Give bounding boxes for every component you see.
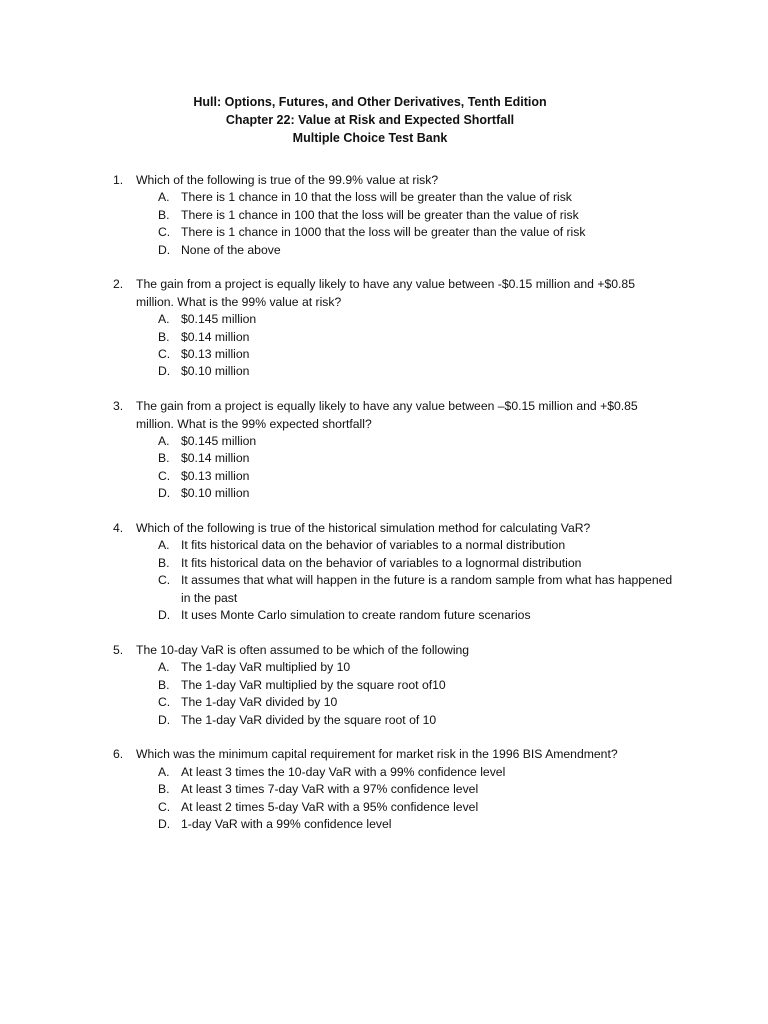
choice-letter: B. <box>158 782 170 797</box>
choice-a <box>136 311 673 328</box>
choice-letter: B. <box>158 207 170 222</box>
choice-letter: C. <box>158 225 171 240</box>
choice-text: At least 2 times 5-day VaR with a 95% confidence level <box>181 799 479 814</box>
choice-letter: D. <box>158 608 171 623</box>
choice-letter: C. <box>158 573 171 588</box>
choice-letter: D. <box>158 242 171 257</box>
choice-letter: B. <box>158 329 170 344</box>
choice-a <box>136 537 673 554</box>
choice-b <box>136 555 673 572</box>
question-text: Which was the minimum capital requirement for market risk in the 1996 BIS Amendment? <box>136 747 618 762</box>
choice-list <box>136 189 673 259</box>
choice-text: 1-day VaR with a 99% confidence level <box>181 816 392 831</box>
choice-d <box>136 712 673 729</box>
choice-letter: A. <box>158 538 170 553</box>
choice-d <box>136 242 673 259</box>
question-5 <box>113 642 673 729</box>
choice-a <box>136 764 673 781</box>
choice-a <box>136 659 673 676</box>
choice-d <box>136 816 673 833</box>
choice-text: $0.13 million <box>181 468 250 483</box>
question-3 <box>113 398 673 502</box>
choice-b <box>136 450 673 467</box>
chapter-title: Chapter 22: Value at Risk and Expected Shortfall <box>225 113 515 127</box>
question-text: The gain from a project is equally likely to have any value between -$0.15 million and +$0.85 million. What is the 99% value at risk? <box>136 277 635 309</box>
choice-d <box>136 363 673 380</box>
choice-text: $0.10 million <box>181 364 250 379</box>
choice-text: $0.10 million <box>181 486 250 501</box>
question-text: Which of the following is true of the historical simulation method for calculating VaR? <box>136 521 591 536</box>
test-bank-title: Multiple Choice Test Bank <box>292 131 448 145</box>
choice-list <box>136 659 673 729</box>
choice-text: There is 1 chance in 100 that the loss will be greater than the value of risk <box>181 207 579 222</box>
choice-letter: B. <box>158 451 170 466</box>
choice-letter: C. <box>158 468 171 483</box>
choice-letter: A. <box>158 312 170 327</box>
choice-c <box>136 346 673 363</box>
question-number: 2. <box>113 277 124 292</box>
choice-list <box>136 537 673 624</box>
choice-list <box>136 433 673 503</box>
question-list <box>113 172 673 851</box>
choice-b <box>136 329 673 346</box>
choice-text: $0.13 million <box>181 347 250 362</box>
choice-letter: A. <box>158 660 170 675</box>
choice-c <box>136 694 673 711</box>
choice-letter: D. <box>158 486 171 501</box>
choice-letter: D. <box>158 816 171 831</box>
question-number: 6. <box>113 747 124 762</box>
document-header <box>0 93 740 147</box>
choice-letter: B. <box>158 677 170 692</box>
choice-c <box>136 799 673 816</box>
choice-letter: C. <box>158 347 171 362</box>
question-number: 3. <box>113 399 124 414</box>
choice-letter: A. <box>158 764 170 779</box>
choice-text: It assumes that what will happen in the future is a random sample from what has happened in the past <box>181 573 673 605</box>
choice-letter: B. <box>158 555 170 570</box>
choice-letter: C. <box>158 695 171 710</box>
choice-list <box>136 311 673 381</box>
choice-list <box>136 764 673 834</box>
choice-text: It fits historical data on the behavior of variables to a lognormal distribution <box>181 555 582 570</box>
question-text: Which of the following is true of the 99.9% value at risk? <box>136 173 439 187</box>
choice-text: None of the above <box>181 242 281 257</box>
choice-text: $0.145 million <box>181 434 257 449</box>
question-2 <box>113 276 673 380</box>
question-text: The gain from a project is equally likely to have any value between –$0.15 million and +$0.85 million. What is the 99% expected shortfall? <box>136 399 638 431</box>
choice-letter: C. <box>158 799 171 814</box>
choice-c <box>136 572 673 607</box>
choice-d <box>136 607 673 624</box>
choice-text: $0.14 million <box>181 329 250 344</box>
question-number: 1. <box>113 173 124 187</box>
choice-b <box>136 781 673 798</box>
choice-text: It fits historical data on the behavior of variables to a normal distribution <box>181 538 566 553</box>
question-number: 4. <box>113 521 124 536</box>
choice-letter: D. <box>158 712 171 727</box>
question-4 <box>113 520 673 624</box>
choice-text: At least 3 times the 10-day VaR with a 99% confidence level <box>181 764 506 779</box>
choice-text: The 1-day VaR divided by the square root of 10 <box>181 712 437 727</box>
choice-text: There is 1 chance in 10 that the loss will be greater than the value of risk <box>181 190 572 205</box>
question-text: The 10-day VaR is often assumed to be which of the following <box>136 642 470 657</box>
choice-c <box>136 224 673 241</box>
choice-d <box>136 485 673 502</box>
choice-letter: D. <box>158 364 171 379</box>
question-1 <box>113 172 673 259</box>
choice-text: There is 1 chance in 1000 that the loss will be greater than the value of risk <box>181 225 586 240</box>
choice-c <box>136 468 673 485</box>
choice-a <box>136 433 673 450</box>
choice-text: $0.145 million <box>181 312 257 327</box>
choice-b <box>136 677 673 694</box>
question-number: 5. <box>113 642 124 657</box>
book-title: Hull: Options, Futures, and Other Derivatives, Tenth Edition <box>193 95 547 109</box>
choice-letter: A. <box>158 190 170 205</box>
choice-text: At least 3 times 7-day VaR with a 97% confidence level <box>181 782 479 797</box>
choice-b <box>136 207 673 224</box>
choice-text: $0.14 million <box>181 451 250 466</box>
choice-text: The 1-day VaR multiplied by 10 <box>181 660 351 675</box>
choice-text: It uses Monte Carlo simulation to create random future scenarios <box>181 608 531 623</box>
choice-text: The 1-day VaR divided by 10 <box>181 695 338 710</box>
question-6 <box>113 746 673 833</box>
choice-a <box>136 189 673 206</box>
choice-text: The 1-day VaR multiplied by the square root of10 <box>181 677 446 692</box>
choice-letter: A. <box>158 434 170 449</box>
